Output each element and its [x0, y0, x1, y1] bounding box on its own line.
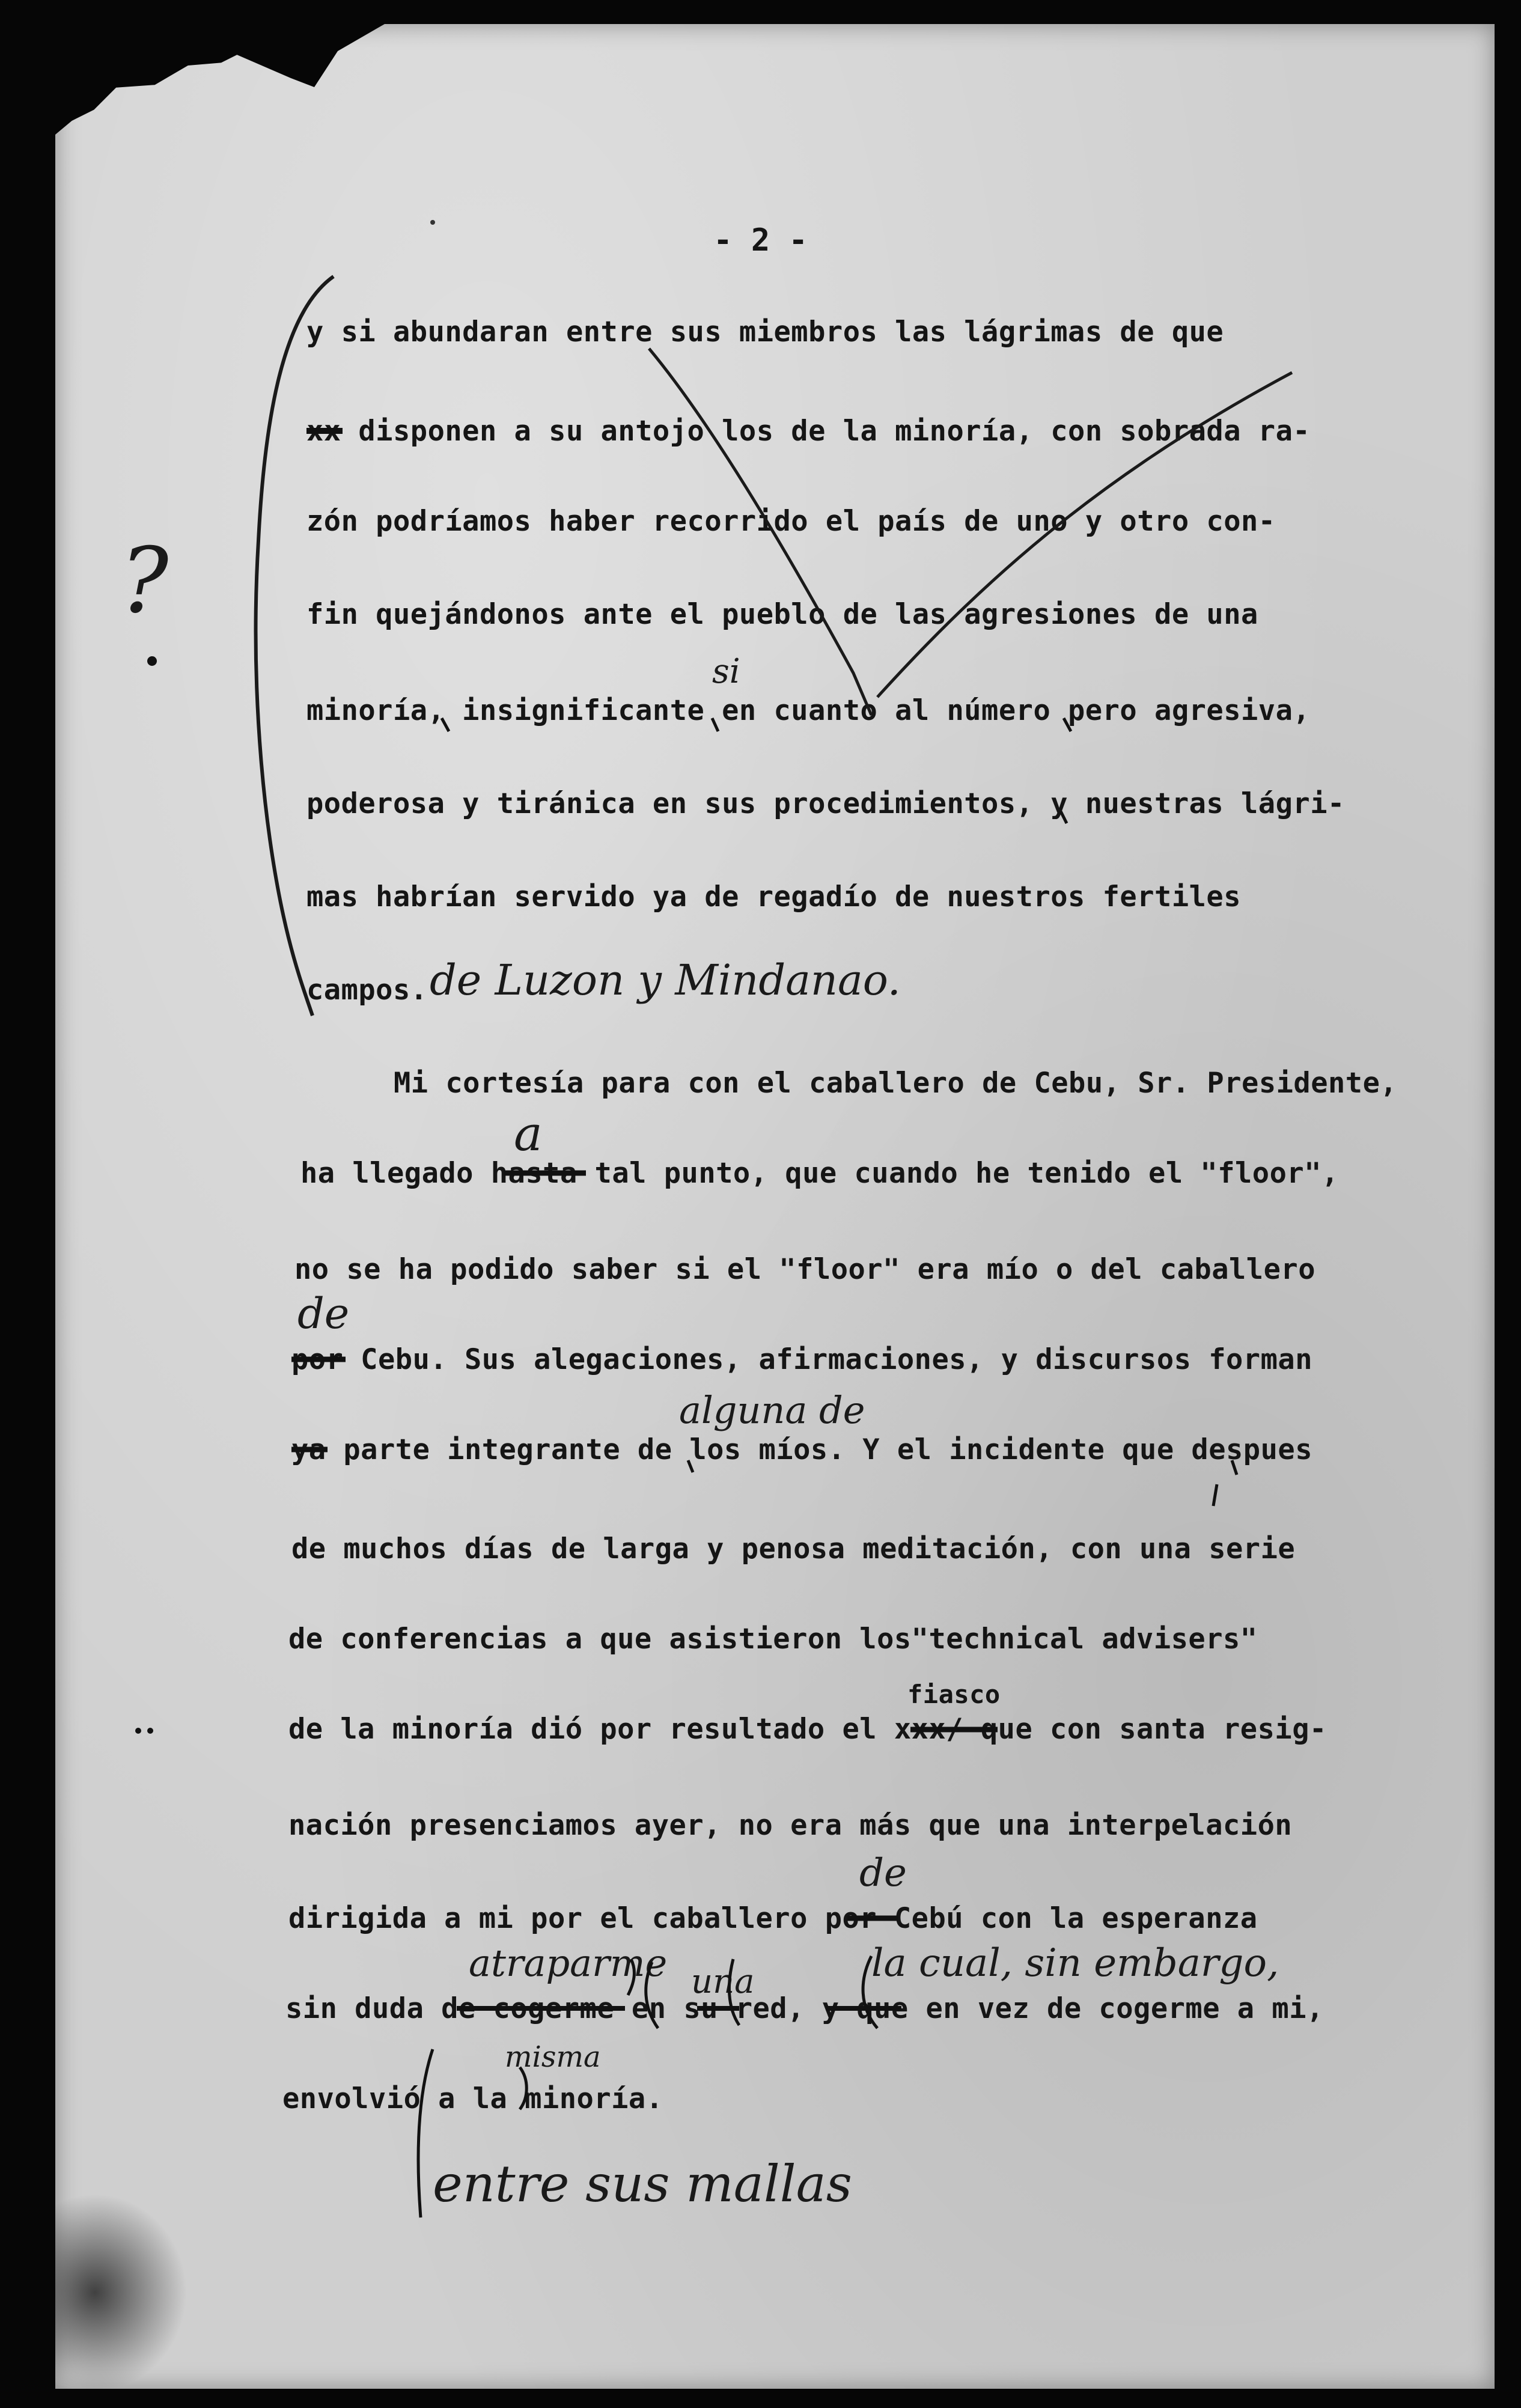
handwritten-misma: misma: [505, 2040, 601, 2074]
text-line: y si abundaran entre sus miembros las lágrimas de que: [306, 315, 1224, 349]
handwritten-question-mark: ?: [120, 529, 169, 633]
margin-dot: [430, 220, 435, 225]
insert-caret: [1213, 1484, 1217, 1506]
text-line: Mi cortesía para con el caballero de Cebu, Sr. Presidente,: [394, 1067, 1398, 1100]
text-line: fin quejándonos ante el pueblo de las agresiones de una: [306, 598, 1258, 631]
text-line: de la minoría dió por resultado el xxx/ que con santa resig-: [288, 1713, 1327, 1746]
text-line: dirigida a mi por el caballero por Cebú con la esperanza: [288, 1902, 1258, 1935]
diagonal-stroke: [649, 349, 871, 715]
margin-dot: [147, 656, 157, 666]
handwritten-campos-addition: de Luzon y Mindanao.: [430, 956, 901, 1005]
text-line: ha llegado hasta tal punto, que cuando he tenido el "floor",: [300, 1157, 1339, 1190]
diagonal-stroke: [877, 373, 1292, 697]
insert-caret: [712, 718, 718, 731]
handwritten-si: si: [712, 652, 740, 691]
insert-caret: [688, 1460, 693, 1472]
text-line: nación presenciamos ayer, no era más que una interpelación: [288, 1809, 1293, 1842]
insert-bracket: [863, 1956, 877, 2028]
handwritten-una: una: [691, 1962, 755, 2001]
text-line: de muchos días de larga y penosa meditación, con una serie: [291, 1532, 1296, 1565]
handwritten-alguna-de: alguna de: [679, 1388, 865, 1432]
text-line: minoría, insignificante en cuanto al número pero agresiva,: [306, 694, 1311, 727]
text-line: xx disponen a su antojo los de la minoría, con sobrada ra-: [306, 415, 1311, 448]
insert-bracket: [628, 1959, 634, 1995]
insert-caret: [1061, 811, 1067, 823]
handwritten-la-cual-sin-embargo: la cual, sin embargo,: [871, 1941, 1279, 1986]
text-line: zón podríamos haber recorrido el país de uno y otro con-: [306, 505, 1276, 538]
margin-bracket: [256, 276, 334, 1016]
text-line: de conferencias a que asistieron los"technical advisers": [288, 1623, 1258, 1656]
text-line: campos.: [306, 974, 428, 1007]
margin-dot: [135, 1728, 141, 1734]
handwritten-a: a: [514, 1106, 543, 1162]
text-line: no se ha podido saber si el "floor" era mío o del caballero: [294, 1253, 1315, 1286]
insert-caret: [442, 718, 449, 731]
text-line: poderosa y tiránica en sus procedimientos, y nuestras lágri-: [306, 787, 1345, 820]
text-line: por Cebu. Sus alegaciones, afirmaciones, y discursos forman: [291, 1343, 1312, 1376]
margin-dot: [147, 1728, 153, 1734]
insert-caret: [1232, 1460, 1237, 1475]
insert-bracket: [520, 2067, 526, 2109]
insert-bracket: [729, 1959, 739, 2025]
handwritten-entre-sus-mallas: entre sus mallas: [433, 2154, 852, 2213]
handwritten-de-above-por: de: [297, 1289, 350, 1338]
text-line: sin duda de cogerme en su red, y que en vez de cogerme a mi,: [285, 1992, 1324, 2025]
insert-stroke: [418, 2049, 433, 2217]
insert-caret: [1064, 718, 1071, 731]
insert-bracket: [646, 1962, 658, 2028]
handwritten-de-above-por-cebu: de: [859, 1851, 907, 1895]
page-number: - 2 -: [713, 222, 808, 258]
typed-insert-fiasco: fiasco: [907, 1680, 1001, 1709]
text-line: ya parte integrante de los míos. Y el incidente que despues: [291, 1433, 1312, 1466]
text-line: mas habrían servido ya de regadío de nuestros fertiles: [306, 880, 1242, 913]
handwritten-atraparme: atraparme: [469, 1941, 668, 1985]
text-line: envolvió a la minoría.: [282, 2082, 663, 2115]
